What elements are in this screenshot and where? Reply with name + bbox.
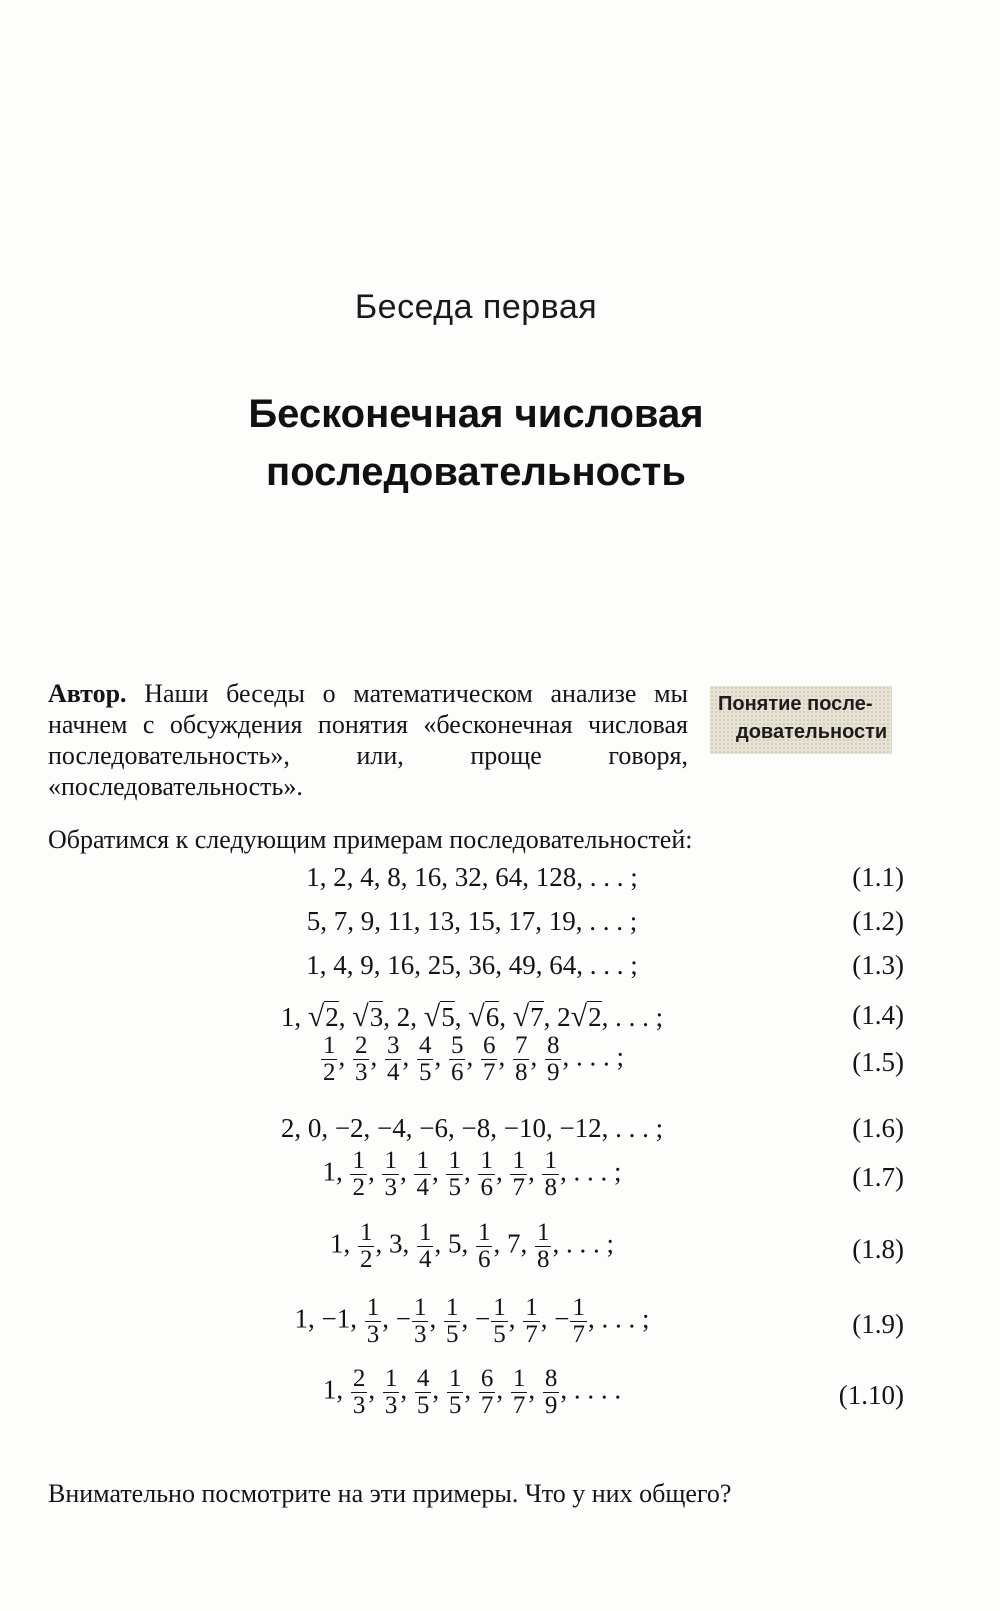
sqrt-argument: 6 [485, 1002, 500, 1032]
denominator: 7 [572, 1321, 585, 1348]
denominator: 7 [480, 1392, 494, 1419]
seq-text: , [429, 1303, 443, 1334]
denominator: 5 [445, 1321, 459, 1348]
denominator: 7 [512, 1392, 526, 1419]
seq-text: , 5, [434, 1228, 475, 1259]
sqrt-sign: √ [468, 1000, 485, 1033]
sequence-1-5: $\frac{1}{2}$ , $\frac{2}{3}$ , $\frac{3}{4}$ , $\frac{4}{5}$ , $\frac{5}{6}$ , $\frac{6}{7}$ , $\frac{7}{8}$ , $\frac{8}{9}$ , . . . ; [322, 1032, 624, 1086]
numerator: 8 [546, 1032, 560, 1059]
margin-note [710, 686, 892, 754]
intro-text: Наши беседы о математическом анализе мы начнем с обсуждения понятия «бесконечная числовая последовательность», или, проще говоря, «последовательность». [48, 679, 688, 801]
fraction [350, 1148, 367, 1201]
fraction [353, 1033, 370, 1086]
intro-paragraph [48, 678, 688, 802]
seq-text: , [454, 1002, 469, 1032]
fraction [542, 1148, 559, 1201]
numerator: 1 [384, 1365, 398, 1392]
fraction [449, 1033, 466, 1086]
fraction [365, 1295, 382, 1348]
numerator: 6 [480, 1365, 494, 1392]
fraction [570, 1295, 587, 1348]
numerator: 1 [448, 1147, 461, 1174]
denominator: 6 [477, 1246, 491, 1273]
sequence-1-10: 1, $\frac{2}{3}$ , $\frac{1}{3}$ , $\frac{4}{5}$ , $\frac{1}{5}$ , $\frac{6}{7}$ , $\frac{1}{7}$ , $\frac{8}{9}$ , . . . . [322, 1365, 622, 1419]
chapter-label: Беседа первая [354, 288, 598, 326]
numerator: 1 [413, 1294, 427, 1321]
denominator: 4 [386, 1059, 400, 1086]
sequence-1-2: 5, 7, 9, 11, 13, 15, 17, 19, . . . ; [306, 906, 638, 936]
denominator: 7 [482, 1059, 496, 1086]
sqrt-sign: √ [570, 1000, 588, 1033]
speaker-label: Автор. [48, 679, 127, 708]
sqrt-argument: 7 [530, 1002, 544, 1032]
fraction [446, 1148, 463, 1201]
seq-text: 1, −1, [294, 1303, 364, 1334]
fraction [511, 1366, 528, 1419]
equation-number: (1.6) [852, 1113, 904, 1143]
sqrt-argument: 2 [588, 1002, 602, 1032]
sqrt-sign: √ [423, 1000, 441, 1033]
fraction [412, 1295, 429, 1348]
fraction [383, 1366, 400, 1419]
fraction [481, 1033, 498, 1086]
numerator: 1 [416, 1147, 429, 1174]
seq-text: , 2, [383, 1002, 424, 1032]
chapter-title-line-1: Бесконечная числовая [248, 392, 704, 436]
denominator: 8 [544, 1174, 557, 1201]
seq-text: , 7, [493, 1228, 534, 1259]
numerator: 1 [493, 1294, 506, 1321]
fraction [476, 1220, 493, 1273]
fraction [444, 1295, 461, 1348]
fraction [479, 1366, 496, 1419]
numerator: 1 [322, 1032, 336, 1059]
denominator: 5 [493, 1321, 506, 1348]
seq-text: , [508, 1303, 523, 1334]
fraction [385, 1033, 402, 1086]
denominator: 2 [322, 1059, 336, 1086]
equation-number: (1.2) [852, 906, 904, 936]
numerator: 2 [352, 1365, 366, 1392]
fraction [478, 1148, 495, 1201]
sequence-1-9 [0, 1295, 972, 1348]
fraction [523, 1295, 540, 1348]
numerator: 1 [512, 1365, 526, 1392]
equation-number: (1.9) [852, 1309, 904, 1339]
numerator: 3 [386, 1032, 400, 1059]
sqrt-argument: 5 [441, 1002, 455, 1032]
fraction [535, 1220, 552, 1273]
margin-note-line-1: Понятие после- [718, 693, 873, 715]
denominator: 3 [384, 1392, 398, 1419]
denominator: 9 [546, 1059, 560, 1086]
seq-tail: , . . . ; [552, 1228, 614, 1259]
equation-number: (1.1) [852, 862, 904, 892]
lead-text: Обратимся к следующим примерам последовательностей: [48, 825, 693, 854]
denominator: 4 [416, 1174, 429, 1201]
denominator: 5 [448, 1174, 461, 1201]
numerator: 1 [352, 1147, 365, 1174]
numerator: 1 [448, 1365, 462, 1392]
denominator: 3 [352, 1392, 366, 1419]
sequence-1-6: 2, 0, −2, −4, −6, −8, −10, −12, . . . ; [280, 1113, 664, 1143]
numerator: 1 [384, 1147, 397, 1174]
fraction [417, 1220, 434, 1273]
fraction [545, 1033, 562, 1086]
seq-tail: , . . . ; [559, 1156, 622, 1187]
chapter-title [0, 385, 952, 501]
seq-lead: 1, [322, 1156, 350, 1187]
denominator: 3 [413, 1321, 427, 1348]
numerator: 1 [445, 1294, 459, 1321]
fraction [351, 1366, 368, 1419]
numerator: 1 [477, 1219, 491, 1246]
numerator: 1 [418, 1219, 432, 1246]
seq-tail: , . . . ; [562, 1041, 624, 1072]
seq-tail: , . . . . [560, 1374, 622, 1405]
chapter-title-line-2: последовательность [266, 450, 686, 494]
sequence-1-8 [0, 1220, 972, 1273]
sequence-1-7: 1, $\frac{1}{2}$ , $\frac{1}{3}$ , $\frac{1}{4}$ , $\frac{1}{5}$ , $\frac{1}{6}$ , $\frac{1}{7}$ , $\frac{1}{8}$ , . . . ; [322, 1147, 622, 1201]
seq-text: , 2 [543, 1002, 571, 1032]
fraction [358, 1220, 375, 1273]
equation-number: (1.3) [852, 950, 904, 980]
fraction [414, 1148, 431, 1201]
denominator: 3 [366, 1321, 380, 1348]
numerator: 1 [512, 1147, 525, 1174]
numerator: 1 [359, 1219, 373, 1246]
equation-number: (1.8) [852, 1234, 904, 1264]
denominator: 3 [384, 1174, 397, 1201]
denominator: 3 [354, 1059, 368, 1086]
fraction [382, 1148, 399, 1201]
numerator: 7 [514, 1032, 528, 1059]
equation-number: (1.10) [838, 1380, 904, 1410]
equation-number: (1.5) [852, 1047, 904, 1077]
equation-number: (1.7) [852, 1162, 904, 1192]
margin-note-line-2: довательности [736, 721, 888, 743]
seq-tail: , . . . ; [587, 1303, 650, 1334]
denominator: 6 [450, 1059, 464, 1086]
denominator: 6 [480, 1174, 493, 1201]
equation-number: (1.4) [852, 1000, 904, 1030]
numerator: 4 [416, 1365, 430, 1392]
seq-text: 1, [280, 1002, 308, 1032]
sqrt-argument: 3 [369, 1002, 384, 1032]
numerator: 2 [354, 1032, 368, 1059]
denominator: 5 [418, 1059, 432, 1086]
numerator: 1 [544, 1147, 557, 1174]
denominator: 7 [512, 1174, 525, 1201]
seq-text: , [499, 1002, 513, 1032]
seq-text: , − [540, 1303, 570, 1334]
numerator: 1 [536, 1219, 550, 1246]
seq-text: 1, [329, 1228, 357, 1259]
numerator: 6 [482, 1032, 496, 1059]
denominator: 9 [544, 1392, 558, 1419]
denominator: 5 [416, 1392, 430, 1419]
denominator: 2 [352, 1174, 365, 1201]
numerator: 8 [544, 1365, 558, 1392]
seq-text: , 3, [375, 1228, 416, 1259]
fraction [447, 1366, 464, 1419]
numerator: 1 [480, 1147, 493, 1174]
seq-text: , . . . ; [601, 1002, 664, 1032]
fraction [491, 1295, 508, 1348]
fraction [543, 1366, 560, 1419]
numerator: 1 [572, 1294, 585, 1321]
sqrt-sign: √ [307, 1000, 325, 1033]
sequence-1-4 [0, 1000, 972, 1034]
fraction [513, 1033, 530, 1086]
sqrt-sign: √ [352, 1000, 369, 1033]
seq-text: , [338, 1002, 353, 1032]
sequence-1-1: 1, 2, 4, 8, 16, 32, 64, 128, . . . ; [306, 862, 638, 892]
outro-text: Внимательно посмотрите на эти примеры. Что у них общего? [48, 1479, 732, 1508]
sequence-1-3: 1, 4, 9, 16, 25, 36, 49, 64, . . . ; [306, 950, 638, 980]
sqrt-argument: 2 [325, 1002, 339, 1032]
seq-text: , − [461, 1303, 491, 1334]
denominator: 8 [514, 1059, 528, 1086]
fraction [510, 1148, 527, 1201]
numerator: 1 [525, 1294, 538, 1321]
sqrt-sign: √ [512, 1000, 530, 1033]
denominator: 2 [359, 1246, 373, 1273]
numerator: 5 [450, 1032, 464, 1059]
denominator: 4 [418, 1246, 432, 1273]
seq-text: , − [382, 1303, 411, 1334]
fraction [321, 1033, 338, 1086]
denominator: 7 [525, 1321, 538, 1348]
numerator: 1 [366, 1294, 380, 1321]
seq-lead: 1, [322, 1374, 350, 1405]
denominator: 8 [536, 1246, 550, 1273]
denominator: 5 [448, 1392, 462, 1419]
numerator: 4 [418, 1032, 432, 1059]
fraction [415, 1366, 432, 1419]
fraction [417, 1033, 434, 1086]
